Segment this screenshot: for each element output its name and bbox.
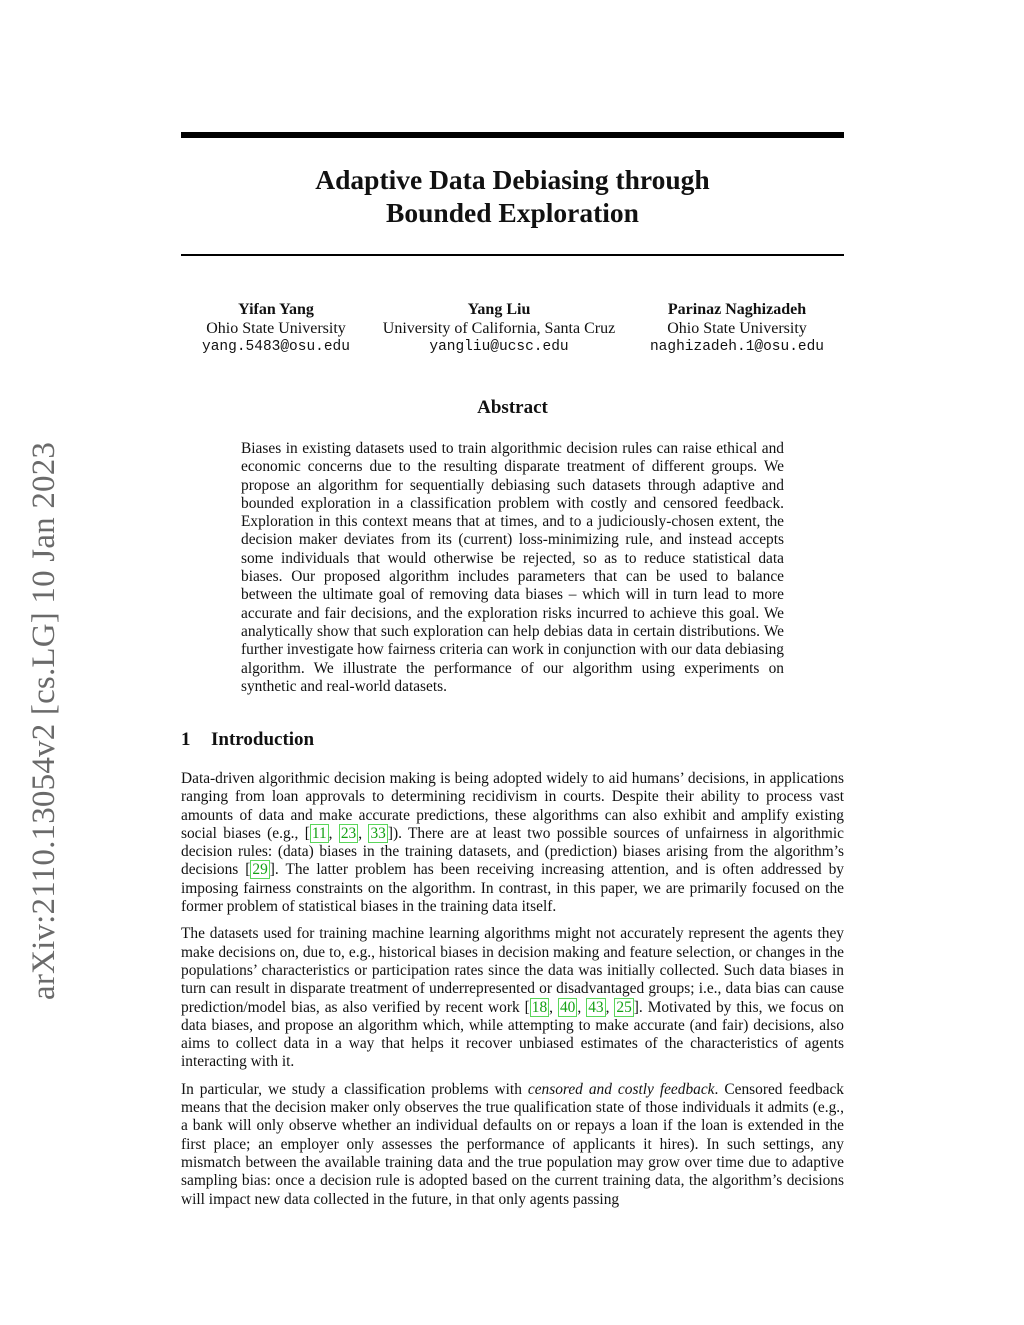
citation-link[interactable]: 18 bbox=[531, 998, 548, 1016]
citation-link[interactable]: 25 bbox=[616, 998, 632, 1016]
paragraph: The datasets used for training machine learning algorithms might not accurately represent the agents they make decisions on, due to, e.g., historical biases in decision making and feature selection, or changes in the populations’ characteristics or participation rates since the data was initially collected. Such data biases in turn can result in disparate treatment of underrepresented or disadvantaged groups; i.e., data bias can cause prediction/model bias, as also verified by recent work [ 18 , 40 , 43 , 25 ]. Motivated by this, we focus on data biases, and propose an algorithm which, while attempting to make accurate (and fair) decisions, also aims to collect data in a way that helps it recover unbiased estimates of the characteristics of agents interacting with it. bbox=[181, 925, 844, 1071]
arxiv-identifier: arXiv:2110.13054v2 [cs.LG] 10 Jan 2023 bbox=[26, 441, 62, 1000]
author-2 bbox=[371, 300, 627, 357]
author-name: Parinaz Naghizadeh bbox=[667, 301, 807, 318]
author-email[interactable]: naghizadeh.1@osu.edu bbox=[649, 339, 825, 355]
citation-link[interactable]: 43 bbox=[588, 998, 604, 1016]
author-email[interactable]: yang.5483@osu.edu bbox=[202, 339, 350, 355]
text-run: ]. The latter problem has been receiving increasing attention, and is often addressed by imposing fairness constraints on the algorithm. In contrast, in this paper, we are primarily focused on the former problem of statistical biases in the training data itself. bbox=[181, 861, 844, 916]
author-affiliation: University of California, Santa Cruz bbox=[382, 320, 616, 337]
paper-title bbox=[181, 163, 844, 229]
citation-link[interactable]: 11 bbox=[311, 824, 327, 842]
section-heading bbox=[181, 729, 314, 751]
title-rule-top bbox=[181, 132, 844, 138]
title-rule-bottom bbox=[181, 254, 844, 256]
paragraph bbox=[181, 1081, 844, 1209]
paragraph: Data-driven algorithmic decision making is being adopted widely to aid humans’ decisions, in applications ranging from loan approvals to determining recidivism in courts. Despite their ability to process vast amounts of data and make accurate predictions, these algorithms can also exhibit and amplify existing social biases (e.g., [ 11 , 23 , 33 ]). There are at least two possible sources of unfairness in algorithmic decision rules: (data) biases in the training datasets, and (prediction) biases arising from the algorithm’s decisions [ 29 ]. The latter problem has been receiving increasing attention, and is often addressed by imposing fairness constraints on the algorithm. In contrast, in this paper, we are primarily focused on the former problem of statistical biases in the training data itself. bbox=[181, 770, 844, 916]
text-run: In particular, we study a classification problems with bbox=[181, 1080, 528, 1098]
section-title: Introduction bbox=[211, 729, 315, 750]
author-affiliation: Ohio State University bbox=[667, 320, 807, 337]
citation-link[interactable]: 29 bbox=[252, 861, 268, 879]
text-run: . Censored feedback means that the decision maker only observes the true qualification state of those individuals it admits (e.g., a bank will only observe whether an individual defaults on or repays a loan if the loan is extended in the first place; an employer only assesses the performance of applicants it hires). In such settings, any mismatch between the available training data and the true population may grow over time due to adaptive sampling bias: once a decision rule is adopted based on the current training data, the algorithm’s decisions will impact new data collected in the future, in that only agents passing bbox=[181, 1080, 845, 1208]
title-line: Adaptive Data Debiasing through bbox=[315, 164, 710, 195]
author-name: Yang Liu bbox=[467, 301, 531, 318]
emphasis: censored and costly feedback bbox=[527, 1080, 715, 1098]
intro-body bbox=[181, 770, 844, 1218]
author-name: Yifan Yang bbox=[238, 301, 314, 318]
abstract-text: Biases in existing datasets used to train algorithmic decision rules can raise ethical and economic concerns due to the resulting disparate treatment of different groups. We propose an algorithm for sequentially debiasing such datasets through adaptive and bounded exploration in a classification problem with costly and censored feedback. Exploration in this context means that at times, and to a judiciously-chosen extent, the decision maker deviates from its (current) loss-minimizing rule, and instead accepts some individuals that would otherwise be rejected, so as to reduce statistical data biases. Our proposed algorithm includes parameters that can be used to balance between the ultimate goal of removing data biases – which will in turn lead to more accurate and fair decisions, and the exploration risks incurred to achieve this goal. We analytically show that such exploration can help debias data in certain distributions. We further investigate how fairness criteria can work in conjunction with our data debiasing algorithm. We illustrate the performance of our algorithm using experiments on synthetic and real-world datasets. bbox=[241, 440, 784, 695]
text-run: ]). There are at least two possible sources of unfairness in algorithmic decision rules: (data) biases in the training datasets, and (prediction) biases arising from the algorithm’s decisions [ bbox=[181, 824, 844, 879]
section-number: 1 bbox=[181, 729, 191, 750]
title-line: Bounded Exploration bbox=[386, 197, 639, 228]
text-run: ]. Motivated by this, we focus on data biases, and propose an algorithm which, while attempting to make accurate (and fair) decisions, also aims to collect data in a way that helps it recover unbiased estimates of the characteristics of agents interacting with it. bbox=[181, 998, 844, 1071]
author-3 bbox=[637, 300, 837, 357]
author-email[interactable]: yangliu@ucsc.edu bbox=[429, 339, 569, 355]
abstract-heading: Abstract bbox=[477, 397, 548, 418]
citation-link[interactable]: 40 bbox=[559, 998, 576, 1016]
author-affiliation: Ohio State University bbox=[206, 320, 346, 337]
text-run: Data-driven algorithmic decision making is being adopted widely to aid humans’ decisions, in applications ranging from loan approvals to determining recidivism in courts. Despite their ability to process vast amounts of data and make accurate predictions, these algorithms can also exhibit and amplify existing social biases (e.g., [ bbox=[181, 770, 844, 842]
citation-link[interactable]: 33 bbox=[370, 824, 386, 842]
citation-link[interactable]: 23 bbox=[340, 824, 357, 842]
author-1 bbox=[181, 300, 371, 357]
text-run: The datasets used for training machine learning algorithms might not accurately represent the agents they make decisions on, due to, e.g., historical biases in decision making and feature selection, or changes in the populations’ characteristics or participation rates since the data was initially collected. Such data biases in turn can result in disparate treatment of underrepresented or disadvantaged groups; i.e., data bias can cause prediction/model bias, as also verified by recent work [ bbox=[181, 925, 844, 1016]
